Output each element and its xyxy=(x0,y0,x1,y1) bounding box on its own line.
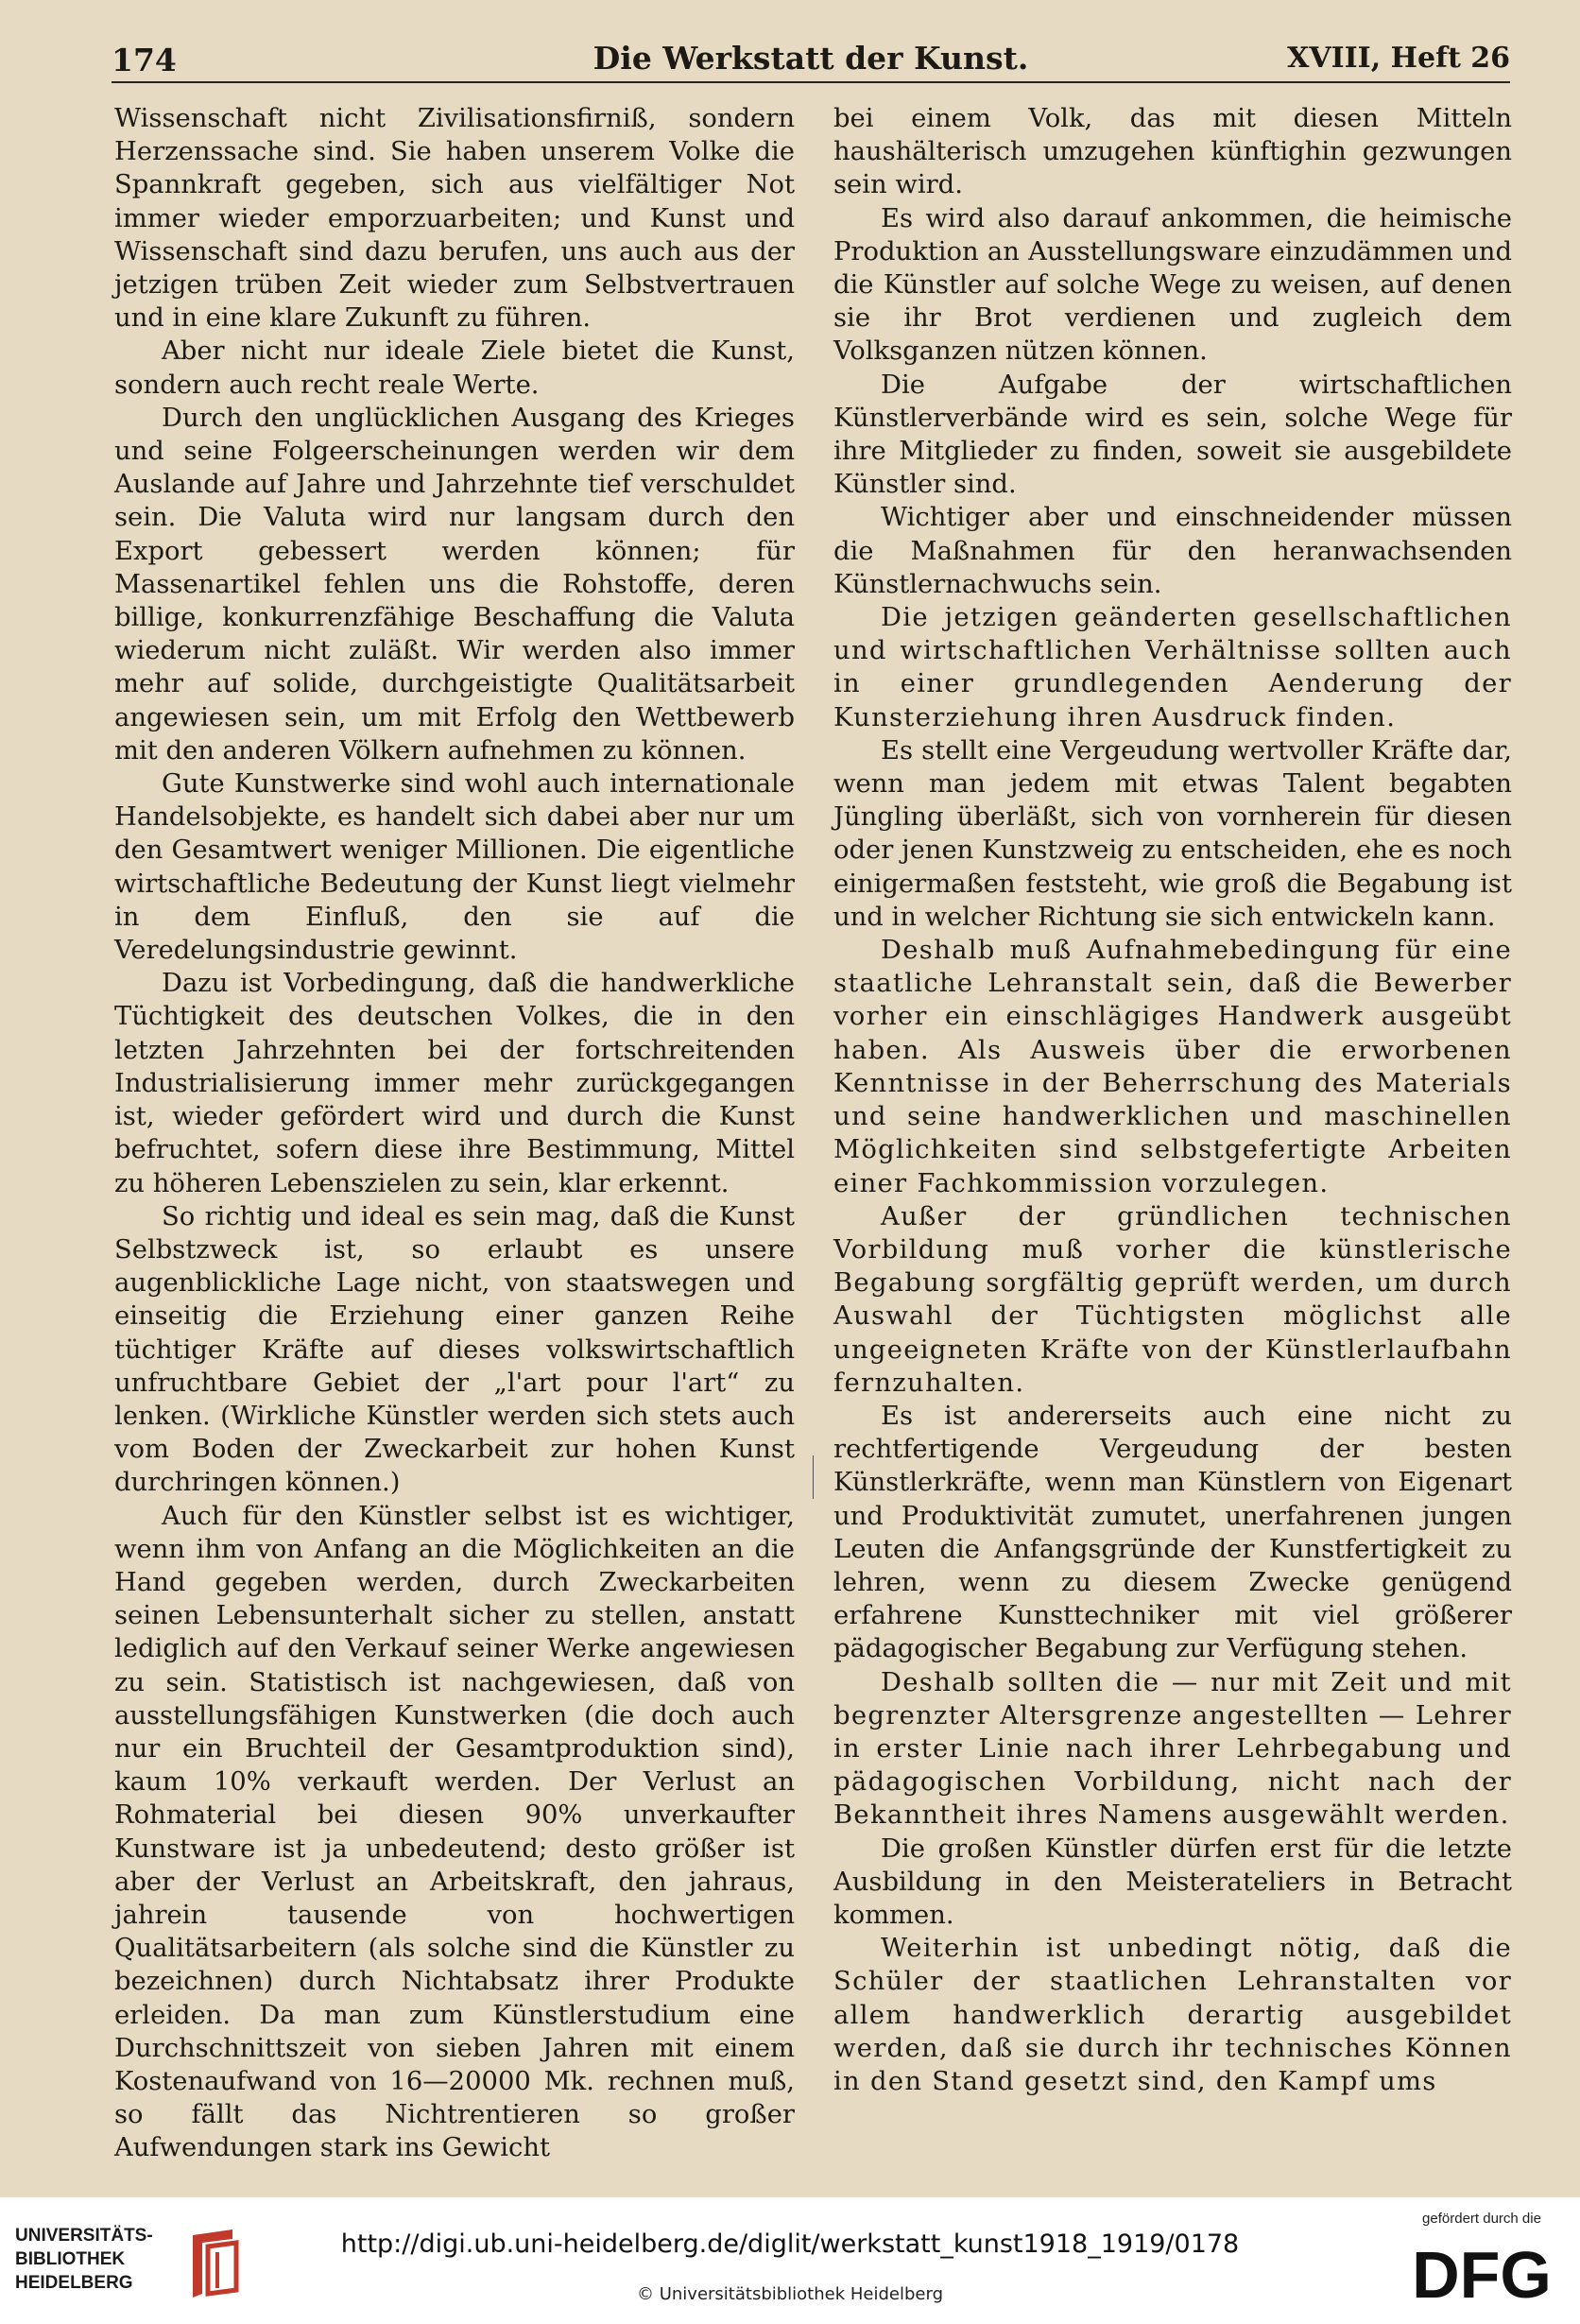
paragraph: Gute Kunstwerke sind wohl auch internationale Handelsobjekte, es handelt sich dabei aber nur um den Gesamtwert weniger Millionen. Die eigentliche wirtschaftliche Bedeutung der Kunst liegt vielmehr in dem Einfluß, den sie auf die Veredelungsindustrie gewinnt. xyxy=(114,769,795,966)
paragraph: Die Aufgabe der wirtschaftlichen Künstlerverbände wird es sein, solche Wege für ihre Mitglieder zu finden, soweit sie ausgebildete Künstler sind. xyxy=(833,370,1512,500)
dfg-logo[interactable] xyxy=(1406,2211,1557,2315)
paragraph: Es stellt eine Vergeudung wertvoller Kräfte dar, wenn man jedem mit etwas Talent begabten Jüngling überläßt, sich von vornherein für diesen oder jenen Kunstzweig zu entscheiden, ehe es noch einigermaßen feststeht, wie groß die Begabung ist und in welcher Richtung sie sich entwickeln kann. xyxy=(833,735,1512,932)
paragraph: Die großen Künstler dürfen erst für die letzte Ausbildung in den Meisterateliers in Betracht kommen. xyxy=(833,1833,1512,1930)
paragraph: So richtig und ideal es sein mag, daß die Kunst Selbstzweck ist, so erlaubt es unsere augenblickliche Lage nicht, von staatswegen und einseitig die Erziehung einer ganzen Reihe tüchtiger Kräfte auf dieses volkswirtschaftlich unfruchtbare Gebiet der „l'art pour l'art“ zu lenken. (Wirkliche Künstler werden sich stets auch vom Boden der Zweckarbeit zur hohen Kunst durchringen können.) xyxy=(114,1201,795,1498)
paragraph: Durch den unglücklichen Ausgang des Krieges und seine Folgeerscheinungen werden wir dem Auslande auf Jahre und Jahrzehnte tief verschuldet sein. Die Valuta wird nur langsam durch den Export gebessert werden können; für Massenartikel fehlen uns die Rohstoffe, deren billige, konkurrenzfähige Beschaffung die Valuta wiederum nicht zuläßt. Wir werden also immer mehr auf solide, durchgeistigte Qualitätsarbeit angewiesen sein, um mit Erfolg den Wettbewerb mit den anderen Völkern aufnehmen zu können. xyxy=(114,403,795,766)
header-rule xyxy=(112,81,1510,83)
footer-bar xyxy=(0,2197,1580,2324)
paragraph: Außer der gründlichen technischen Vorbildung muß vorher die künstlerische Begabung sorgfältig geprüft werden, um durch Auswahl der Tüchtigsten möglichst alle ungeeigneten Kräfte von der Künstlerlaufbahn fernzuhalten. xyxy=(833,1201,1512,1398)
funding-note: gefördert durch die xyxy=(1422,2211,1541,2227)
paragraph: Wichtiger aber und einschneidender müssen die Maßnahmen für den heranwachsenden Künstlernachwuchs sein. xyxy=(833,503,1512,599)
paragraph: Weiterhin ist unbedingt nötig, daß die Schüler der staatlichen Lehranstalten vor allem handwerklich derartig ausgebildet werden, daß sie durch ihr technisches Können in den Stand gesetzt sind, den Kampf ums xyxy=(833,1934,1512,2096)
paragraph: Es ist andererseits auch eine nicht zu rechtfertigende Vergeudung der besten Künstlerkräfte, wenn man Künstlern von Eigenart und Produktivität zumutet, unerfahrenen jungen Leuten die Anfangsgründe der Kunstfertigkeit zu lehren, wenn zu diesem Zwecke genügend erfahrene Kunsttechniker mit viel größerer pädagogischer Begabung zur Verfügung stehen. xyxy=(833,1401,1512,1664)
paragraph: Dazu ist Vorbedingung, daß die handwerkliche Tüchtigkeit des deutschen Volkes, die in den letzten Jahrzehnten bei der fortschreitenden Industrialisierung immer mehr zurückgegangen ist, wieder gefördert wird und durch die Kunst befruchtet, sofern diese ihre Bestimmung, Mittel zu höheren Lebenszielen zu sein, klar erkennt. xyxy=(114,969,795,1198)
copyright-notice: © Universitätsbibliothek Heidelberg xyxy=(636,2284,943,2304)
right-column xyxy=(833,102,1512,2098)
issue-label: XVIII, Heft 26 xyxy=(1287,42,1510,75)
paragraph: Auch für den Künstler selbst ist es wichtiger, wenn ihm von Anfang an die Möglichkeiten an die Hand gegeben werden, durch Zweckarbeiten seinen Lebensunterhalt sicher zu stellen, anstatt lediglich auf den Verkauf seiner Werke angewiesen zu sein. Statistisch ist nachgewiesen, daß von ausstellungsfähigen Kunstwerken (die doch auch nur ein Bruchteil der Gesamtproduktion sind), kaum 10% verkauft werden. Der Verlust an Rohmaterial bei diesen 90% unverkaufter Kunstware ist ja unbedeutend; desto größer ist aber der Verlust an Arbeitskraft, den jahraus, jahrein tausende von hochwertigen Qualitätsarbeitern (als solche sind die Künstler zu bezeichnen) durch Nichtabsatz ihrer Produkte erleiden. Da man zum Künstlerstudium eine Durchschnittszeit von sieben Jahren mit einem Kostenaufwand von 16—20000 Mk. rechnen muß, so fällt das Nichtrentieren so großer Aufwendungen stark ins Gewicht xyxy=(114,1501,795,2163)
page-url-link[interactable]: http://digi.ub.uni-heidelberg.de/diglit/werkstatt_kunst1918_1919/0178 xyxy=(340,2229,1240,2259)
page-number: 174 xyxy=(112,42,177,78)
library-name: UNIVERSITÄTS- BIBLIOTHEK HEIDELBERG xyxy=(15,2226,153,2293)
dfg-wordmark-icon xyxy=(1406,2237,1557,2309)
column-divider xyxy=(813,1455,814,1499)
paragraph: Deshalb sollten die — nur mit Zeit und mit begrenzter Altersgrenze angestellten — Lehrer in erster Linie nach ihrer Lehrbegabung und pädagogischen Vorbildung, nicht nach der Bekanntheit ihres Namens ausgewählt werden. xyxy=(833,1667,1512,1831)
running-header xyxy=(112,36,1510,77)
paragraph: Aber nicht nur ideale Ziele bietet die Kunst, sondern auch recht reale Werte. xyxy=(114,336,795,400)
journal-title: Die Werkstatt der Kunst. xyxy=(592,40,1029,77)
paragraph: Wissenschaft nicht Zivilisationsfirniß, sondern Herzenssache sind. Sie haben unserem Volke die Spannkraft gegeben, sich aus vielfältiger Not immer wieder emporzuarbeiten; und Kunst und Wissenschaft sind dazu berufen, uns auch aus der jetzigen trüben Zeit wieder zum Selbstvertrauen und in eine klare Zukunft zu führen. xyxy=(114,104,795,334)
paragraph: Die jetzigen geänderten gesellschaftlichen und wirtschaftlichen Verhältnisse sollten auch in einer grundlegenden Aenderung der Kunsterziehung ihren Ausdruck finden. xyxy=(833,603,1512,732)
paragraph: bei einem Volk, das mit diesen Mitteln haushälterisch umzugehen künftighin gezwungen sein wird. xyxy=(833,104,1512,200)
dfg-text: DFG xyxy=(1412,2238,1552,2309)
paragraph: Deshalb muß Aufnahmebedingung für eine staatliche Lehranstalt sein, daß die Bewerber vorher ein einschlägiges Handwerk ausgeübt haben. Als Ausweis über die erworbenen Kenntnisse in der Beherrschung des Materials und seine handwerklichen und maschinellen Möglichkeiten sind selbstgefertigte Arbeiten einer Fachkommission vorzulegen. xyxy=(833,936,1512,1198)
paragraph: Es wird also darauf ankommen, die heimische Produktion an Ausstellungsware einzudämmen und die Künstler auf solche Wege zu weisen, auf denen sie ihr Brot verdienen und zugleich dem Volksganzen nützen können. xyxy=(833,203,1512,367)
left-column xyxy=(114,102,795,2165)
